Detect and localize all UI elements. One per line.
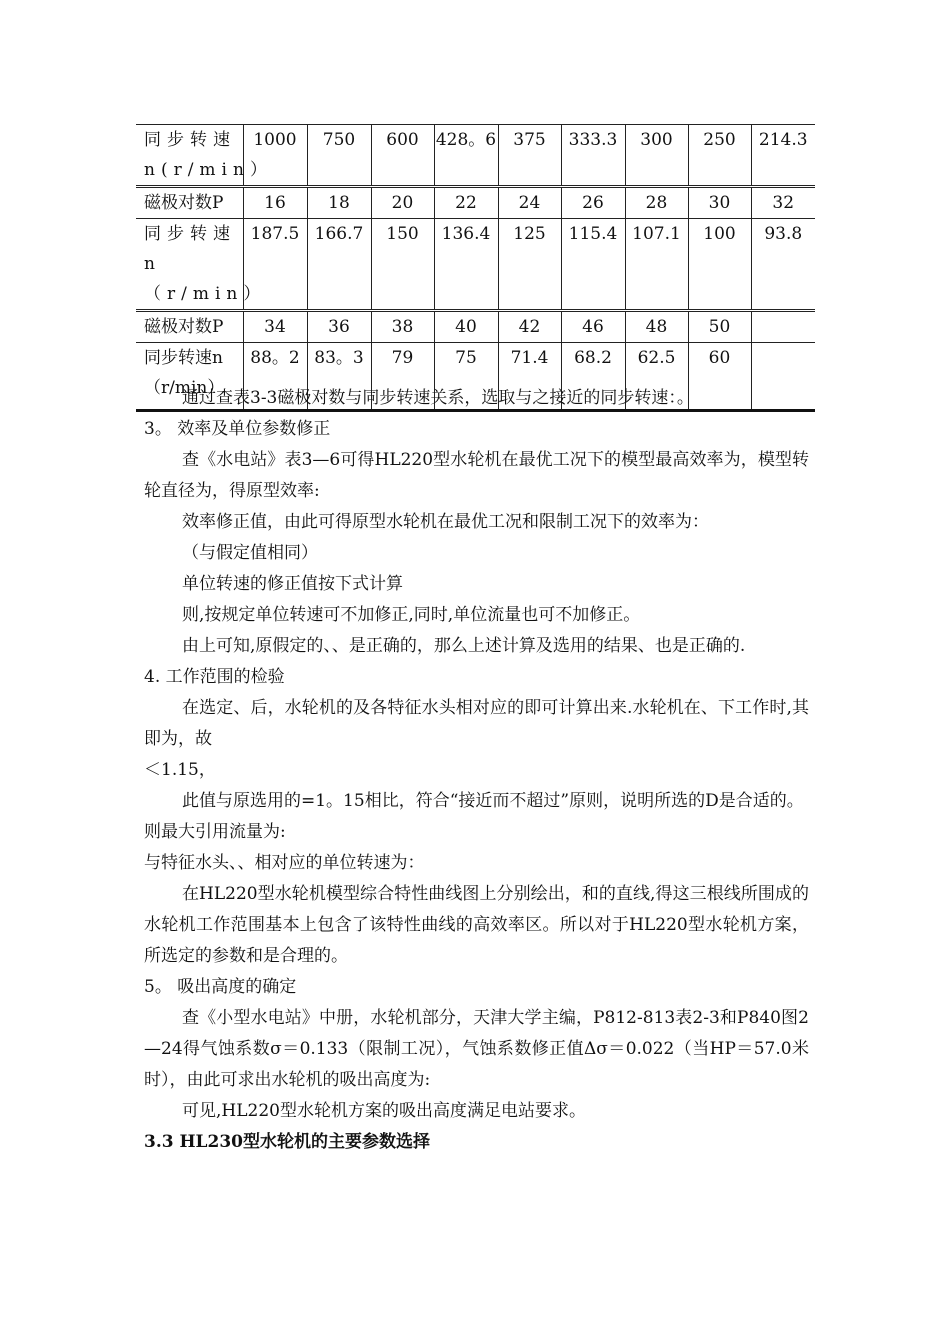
row-label: 同步转速n(r/min） [136,125,243,187]
table-cell: 26 [561,187,625,219]
table-cell: 34 [243,311,307,343]
paragraph: 在选定、后，水轮机的及各特征水头相对应的即可计算出来.水轮机在、下工作时,其即为，故 [144,698,809,749]
paragraph: 查《水电站》表3—6可得HL220型水轮机在最优工况下的模型最高效率为，模型转轮直径为，得原型效率: [144,450,809,501]
table-cell: 333.3 [561,125,625,187]
table-cell: 20 [371,187,434,219]
table-cell: 107.1 [625,219,688,311]
paragraph: （与假定值相同） [182,543,318,563]
table-cell: 46 [561,311,625,343]
paragraph: 可见,HL220型水轮机方案的吸出高度满足电站要求。 [182,1101,586,1121]
table-cell: 79 [371,343,434,411]
paragraph: 单位转速的修正值按下式计算 [182,574,403,594]
table-row-poles-1 [136,187,815,219]
table-cell: 300 [625,125,688,187]
paragraph: 则,按规定单位转速可不加修正,同时,单位流量也可不加修正。 [182,605,641,625]
paragraph: 通过查表3-3磁极对数与同步转速关系，选取与之接近的同步转速：。 [182,388,694,408]
table-cell: 28 [625,187,688,219]
paragraph: 在HL220型水轮机模型综合特性曲线图上分别绘出，和的直线,得这三根线所围成的水轮机工作范围基本上包含了该特性曲线的高效率区。所以对于HL220型水轮机方案，所选定的参数和是合理的。 [144,884,809,966]
table-cell: 68.2 [561,343,625,411]
table-cell: 93.8 [751,219,815,311]
table-row-speed-1 [136,125,815,187]
paragraph: ＜1.15， [144,760,216,780]
table-cell: 40 [434,311,498,343]
table-cell: 150 [371,219,434,311]
paragraph: 查《小型水电站》中册，水轮机部分，天津大学主编，P812-813表2-3和P840图2—24得气蚀系数σ＝0.133（限制工况），气蚀系数修正值Δσ＝0.022（当HP＝57.0米时），由此可求出水轮机的吸出高度为: [144,1008,809,1090]
section-heading: 5。 吸出高度的确定 [144,977,297,997]
table-cell: 83。3 [307,343,371,411]
row-label: 同步转速n（r/min） [136,219,243,311]
table-cell: 88。2 [243,343,307,411]
table-cell: 375 [498,125,561,187]
table-cell: 250 [688,125,751,187]
paragraph: 由上可知,原假定的、、是正确的，那么上述计算及选用的结果、也是正确的. [182,636,746,656]
table-cell: 48 [625,311,688,343]
table-cell: 32 [751,187,815,219]
section-heading-bold: 3.3 HL230型水轮机的主要参数选择 [144,1132,430,1152]
table-cell: 62.5 [625,343,688,411]
table-cell: 1000 [243,125,307,187]
paragraph: 则最大引用流量为: [144,822,286,842]
table-cell: 60 [688,343,751,411]
table-cell: 214.3 [751,125,815,187]
table-cell: 18 [307,187,371,219]
table-cell: 136.4 [434,219,498,311]
table-cell: 187.5 [243,219,307,311]
table-cell: 16 [243,187,307,219]
table-cell: 50 [688,311,751,343]
pole-speed-table [136,124,815,412]
paragraph: 与特征水头、、相对应的单位转速为： [144,853,425,873]
section-heading: 4. 工作范围的检验 [144,667,285,687]
body-text [144,383,809,1158]
table-cell: 36 [307,311,371,343]
row-label: 同步转速n（r/min） [136,343,243,411]
paragraph: 此值与原选用的=1。15相比，符合“接近而不超过”原则，说明所选的D是合适的。 [182,791,804,811]
table-cell: 115.4 [561,219,625,311]
table-cell: 42 [498,311,561,343]
table-cell: 166.7 [307,219,371,311]
row-label: 磁极对数P [136,311,243,343]
table-cell: 24 [498,187,561,219]
table-cell: 750 [307,125,371,187]
table-cell: 100 [688,219,751,311]
table-cell: 600 [371,125,434,187]
table-row-poles-2 [136,311,815,343]
paragraph: 效率修正值，由此可得原型水轮机在最优工况和限制工况下的效率为： [182,512,709,532]
table-cell: 125 [498,219,561,311]
table-row-speed-2 [136,219,815,311]
section-heading: 3。 效率及单位参数修正 [144,419,331,439]
table-cell: 71.4 [498,343,561,411]
table-cell: 428。6 [434,125,498,187]
row-label: 磁极对数P [136,187,243,219]
table-cell [751,311,815,343]
table-cell: 30 [688,187,751,219]
table-cell: 38 [371,311,434,343]
table-cell: 75 [434,343,498,411]
table-cell: 22 [434,187,498,219]
